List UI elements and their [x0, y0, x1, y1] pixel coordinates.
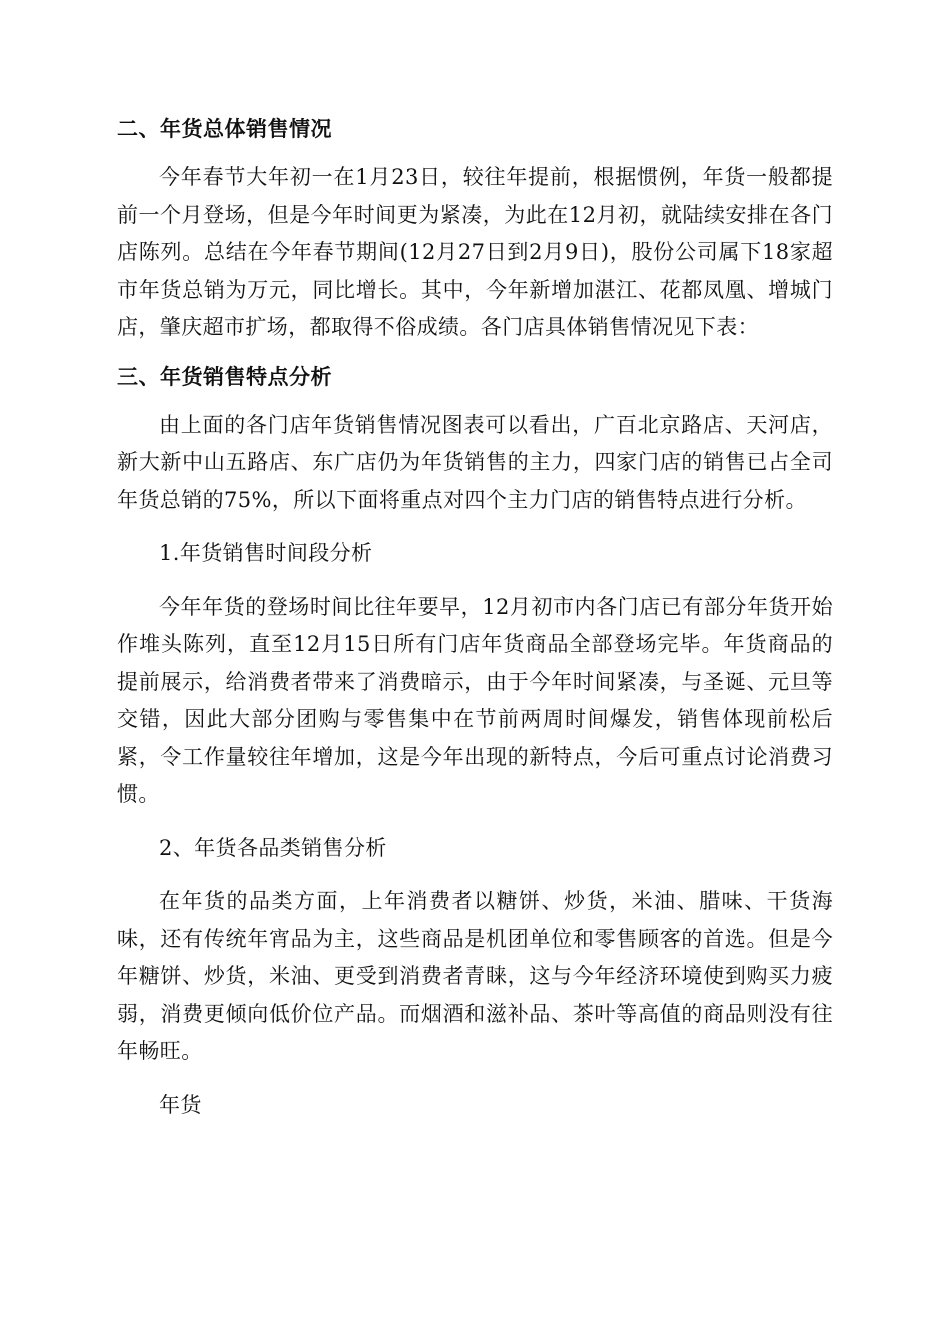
document-body — [117, 111, 833, 1124]
section-heading-sales-analysis: 三、年货销售特点分析 — [117, 364, 332, 389]
subheading-time-period: 1.年货销售时间段分析 — [159, 541, 373, 565]
paragraph-main-stores: 由上面的各门店年货销售情况图表可以看出，广百北京路店、天河店，新大新中山五路店、东广店仍为年货销售的主力，四家门店的销售已占全司年货总销的75%，所以下面将重点对四个主力门店的销售特点进行分析。 — [117, 412, 833, 512]
paragraph-time-period: 今年年货的登场时间比往年要早，12月初市内各门店已有部分年货开始作堆头陈列，直至12月15日所有门店年货商品全部登场完毕。年货商品的提前展示，给消费者带来了消费暗示，由于今年时间紧凑，与圣诞、元旦等交错，因此大部分团购与零售集中在节前两周时间爆发，销售体现前松后紧，令工作量较往年增加，这是今年出现的新特点，今后可重点讨论消费习惯。 — [117, 594, 833, 806]
subheading-category: 2、年货各品类销售分析 — [159, 835, 387, 860]
section-heading-overall-sales: 二、年货总体销售情况 — [117, 117, 332, 141]
paragraph-category: 在年货的品类方面，上年消费者以糖饼、炒货，米油、腊味、干货海味，还有传统年宵品为主，这些商品是机团单位和零售顾客的首选。但是今年糖饼、炒货，米油、更受到消费者青睐，这与今年经济环境使到购买力疲弱，消费更倾向低价位产品。而烟酒和滋补品、茶叶等高值的商品则没有往年畅旺。 — [117, 889, 833, 1063]
paragraph-trailing: 年货 — [159, 1092, 202, 1117]
paragraph-overall-sales: 今年春节大年初一在1月23日，较往年提前，根据惯例，年货一般都提前一个月登场，但是今年时间更为紧凑，为此在12月初，就陆续安排在各门店陈列。总结在今年春节期间(12月27日到2月9日)，股份公司属下18家超市年货总销为万元，同比增长。其中，今年新增加湛江、花都凤凰、增城门店，肇庆超市扩场，都取得不俗成绩。各门店具体销售情况见下表： — [117, 165, 833, 339]
